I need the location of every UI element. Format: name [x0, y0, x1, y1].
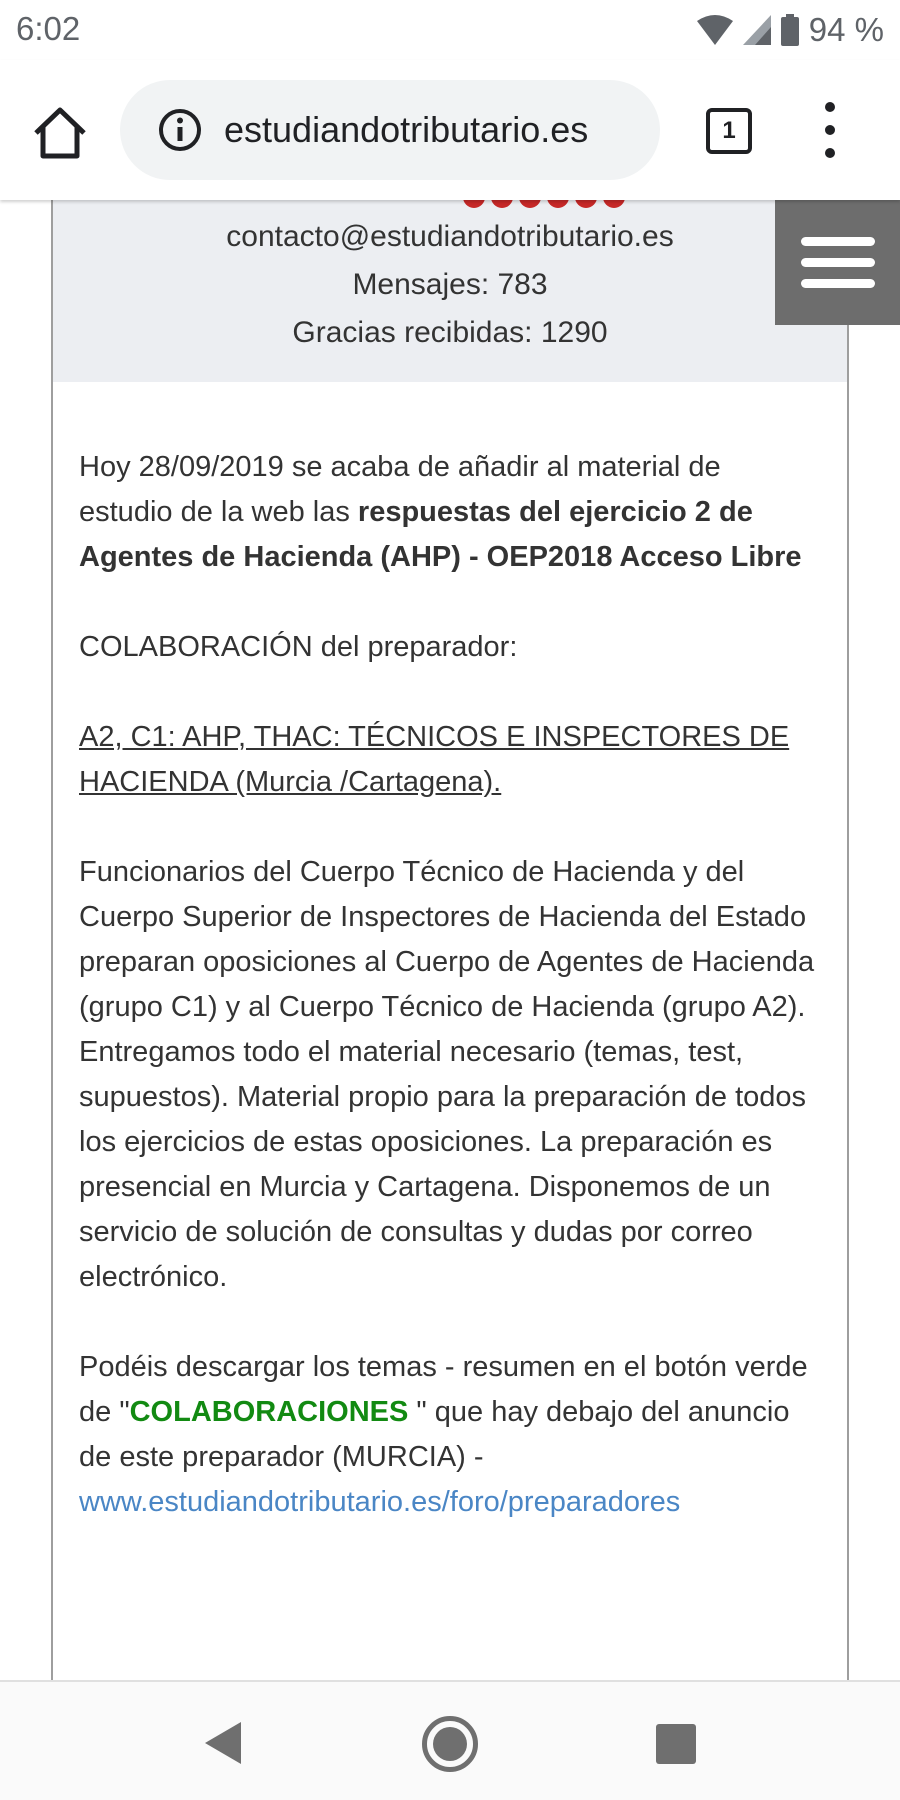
status-time: 6:02: [16, 10, 81, 47]
hamburger-menu-button[interactable]: [775, 200, 900, 325]
tab-count: 1: [722, 117, 736, 144]
rank-stars-icon: [463, 200, 633, 208]
info-icon[interactable]: [158, 108, 202, 152]
author-thanks: Gracias recibidas: 1290: [292, 316, 608, 349]
download-paragraph: [79, 1345, 819, 1525]
author-email[interactable]: contacto@estudiandotributario.es: [226, 220, 674, 253]
address-bar[interactable]: [120, 80, 660, 180]
tabs-button[interactable]: [706, 108, 752, 154]
recents-icon[interactable]: [656, 1724, 696, 1764]
download-prefix: Podéis descargar los temas - resumen en el botón verde de ": [79, 1351, 808, 1428]
post-intro-bold: respuestas del ejercicio 2 de Agentes de Hacienda (AHP) - OEP2018 Acceso Libre: [79, 496, 802, 573]
battery-percent: 94 %: [808, 11, 884, 48]
collab-heading-link[interactable]: A2, C1: AHP, THAC: TÉCNICOS E INSPECTORES DE HACIENDA (Murcia /Cartagena).: [79, 721, 790, 798]
author-messages: Mensajes: 783: [352, 268, 548, 301]
url-text[interactable]: estudiandotributario.es: [224, 109, 589, 150]
status-icons: [697, 10, 884, 50]
page-content: [0, 200, 900, 1680]
download-suffix: " que hay debajo del anuncio de este preparador (MURCIA) -: [79, 1396, 790, 1473]
more-vert-icon[interactable]: [810, 100, 850, 160]
battery-icon: [781, 14, 799, 46]
home-button[interactable]: [30, 105, 90, 161]
post-body: [79, 445, 819, 1570]
preparadores-link[interactable]: www.estudiandotributario.es/foro/preparadores: [79, 1486, 681, 1518]
wifi-icon: [697, 15, 733, 45]
author-profile: [53, 200, 847, 382]
post-intro-text: Hoy 28/09/2019 se acaba de añadir al material de estudio de la web las: [79, 451, 721, 528]
system-nav-bar: [0, 1680, 900, 1800]
status-bar: [0, 0, 900, 60]
home-circle-icon[interactable]: [422, 1716, 478, 1772]
back-icon[interactable]: [203, 1720, 243, 1766]
forum-post: [51, 200, 849, 1680]
signal-icon: [743, 15, 771, 45]
collab-label: COLABORACIÓN del preparador:: [79, 631, 518, 663]
collab-description: Funcionarios del Cuerpo Técnico de Hacienda y del Cuerpo Superior de Inspectores de Hacienda del Estado preparan oposiciones al Cuerpo de Agentes de Hacienda (grupo C1) y al Cuerpo Técnico de Hacienda (grupo A2). Entregamos todo el material necesario (temas, test, supuestos). Material propio para la preparación de todos los ejercicios de estas oposiciones. La preparación es presencial en Murcia y Cartagena. Disponemos de un servicio de solución de consultas y dudas por correo electrónico.: [79, 856, 815, 1293]
browser-toolbar: [0, 60, 900, 200]
post-intro: [79, 445, 819, 580]
colaboraciones-label: COLABORACIONES: [129, 1396, 409, 1428]
home-icon: [30, 105, 90, 161]
